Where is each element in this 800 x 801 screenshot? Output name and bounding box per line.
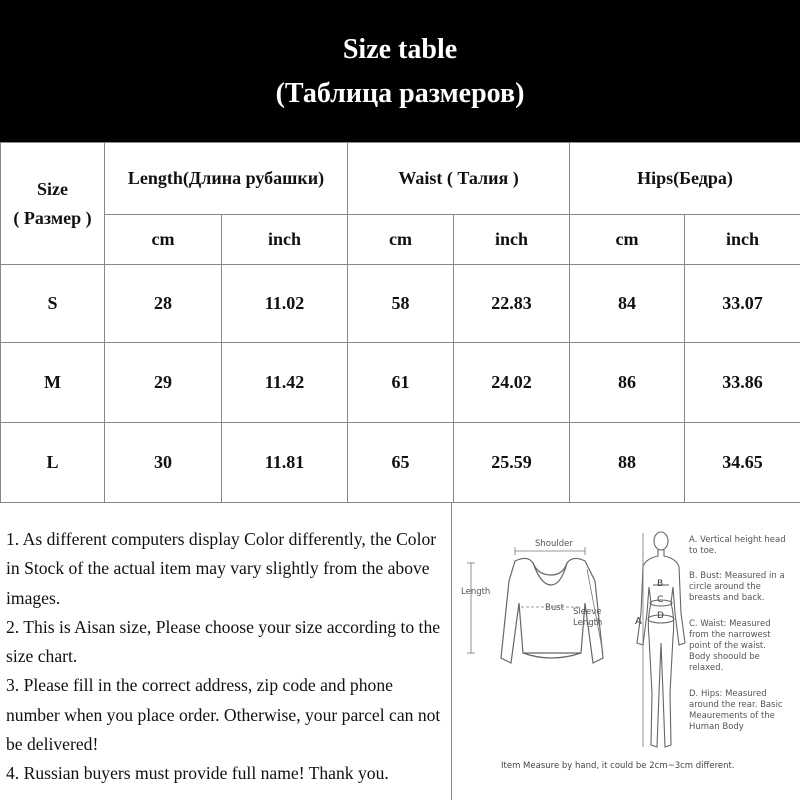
hips-header: Hips(Бедра) xyxy=(570,143,800,215)
size-table xyxy=(0,142,800,503)
value-cell: 28 xyxy=(105,265,222,343)
value-cell: 86 xyxy=(570,343,685,423)
value-cell: 65 xyxy=(348,423,454,503)
unit-cell: cm xyxy=(105,215,222,265)
value-cell: 22.83 xyxy=(454,265,570,343)
value-cell: 30 xyxy=(105,423,222,503)
a-description: A. Vertical height head to toe. xyxy=(689,535,789,557)
unit-cell: inch xyxy=(685,215,800,265)
value-cell: 34.65 xyxy=(685,423,800,503)
sleeve-label: Sleeve Length xyxy=(573,607,601,629)
size-header-cell xyxy=(1,143,105,265)
d-description: D. Hips: Measured around the rear. Basic Meaurements of the Human Body xyxy=(689,689,789,733)
header-banner xyxy=(0,0,800,142)
value-cell: 25.59 xyxy=(454,423,570,503)
measurement-diagram xyxy=(453,502,800,800)
unit-cell: inch xyxy=(454,215,570,265)
notes-panel xyxy=(0,502,452,800)
waist-header: Waist ( Талия ) xyxy=(348,143,570,215)
unit-cell: cm xyxy=(570,215,685,265)
table-row xyxy=(1,265,800,343)
note-item: 3. Please fill in the correct address, zip code and phone number when you place order. Otherwise, your parcel can not be delivered! xyxy=(6,671,443,759)
value-cell: 11.81 xyxy=(222,423,348,503)
measure-footnote: Item Measure by hand, it could be 2cm~3cm different. xyxy=(501,761,735,771)
value-cell: 11.02 xyxy=(222,265,348,343)
body-figure-icon xyxy=(637,532,685,747)
mark-d: D xyxy=(657,611,664,622)
size-cell: L xyxy=(1,423,105,503)
page-subtitle: (Таблица размеров) xyxy=(0,78,800,110)
mark-a: A xyxy=(635,616,642,627)
unit-cell: cm xyxy=(348,215,454,265)
note-item: 1. As different computers display Color differently, the Color in Stock of the actual item may vary slightly from the above images. xyxy=(6,525,443,613)
value-cell: 11.42 xyxy=(222,343,348,423)
mark-b: B xyxy=(657,579,663,590)
shoulder-label: Shoulder xyxy=(535,539,573,550)
unit-cell: inch xyxy=(222,215,348,265)
value-cell: 29 xyxy=(105,343,222,423)
table-header-row xyxy=(1,143,800,215)
size-label-ru: ( Размер ) xyxy=(1,208,104,229)
table-row xyxy=(1,423,800,503)
unit-row xyxy=(1,215,800,265)
size-cell: S xyxy=(1,265,105,343)
note-item: 4. Russian buyers must provide full name! Thank you. xyxy=(6,759,443,788)
b-description: B. Bust: Measured in a circle around the breasts and back. xyxy=(689,571,789,604)
length-line xyxy=(467,563,475,653)
value-cell: 24.02 xyxy=(454,343,570,423)
table-row xyxy=(1,343,800,423)
value-cell: 58 xyxy=(348,265,454,343)
mark-c: C xyxy=(657,595,663,606)
value-cell: 33.07 xyxy=(685,265,800,343)
size-cell: M xyxy=(1,343,105,423)
length-header: Length(Длина рубашки) xyxy=(105,143,348,215)
value-cell: 88 xyxy=(570,423,685,503)
note-item: 2. This is Aisan size, Please choose your size according to the size chart. xyxy=(6,613,443,672)
value-cell: 84 xyxy=(570,265,685,343)
page-title: Size table xyxy=(0,34,800,66)
bust-label: Bust xyxy=(545,603,564,614)
value-cell: 33.86 xyxy=(685,343,800,423)
size-label: Size xyxy=(1,179,104,200)
value-cell: 61 xyxy=(348,343,454,423)
length-label: Length xyxy=(461,587,490,598)
c-description: C. Waist: Measured from the narrowest point of the waist. Body shoould be relaxed. xyxy=(689,619,789,674)
